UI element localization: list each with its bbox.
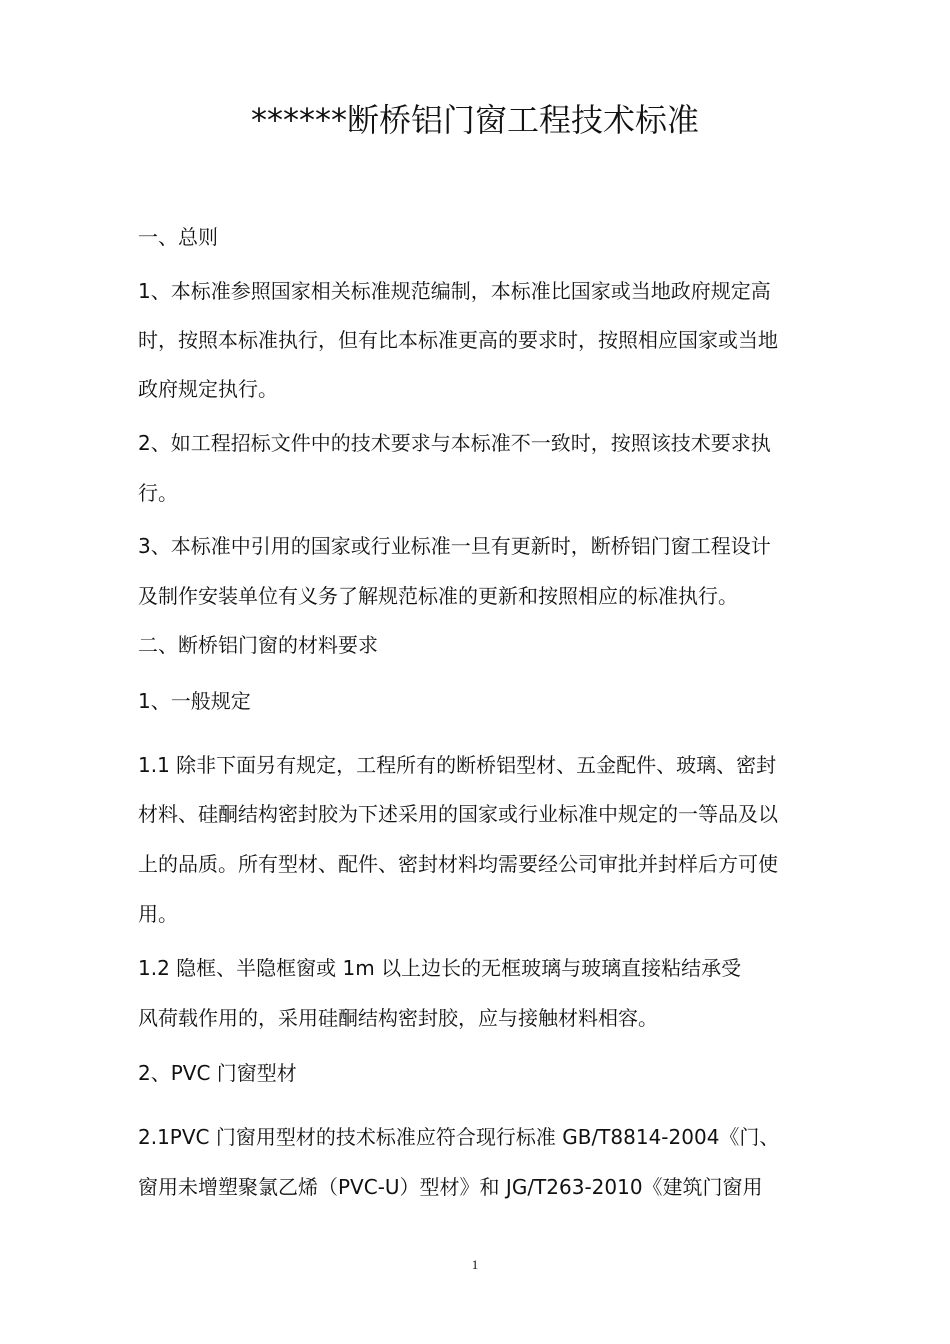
page-number: 1 — [471, 1257, 479, 1272]
paragraph-line: 时，按照本标准执行，但有比本标准更高的要求时，按照相应国家或当地 — [138, 328, 778, 352]
paragraph-line: 风荷载作用的，采用硅酮结构密封胶，应与接触材料相容。 — [138, 1006, 658, 1030]
document-title: ******断桥铝门窗工程技术标准 — [250, 101, 699, 139]
paragraph-line: 1.1 除非下面另有规定，工程所有的断桥铝型材、五金配件、玻璃、密封 — [138, 753, 777, 777]
paragraph-line: 窗用未增塑聚氯乙烯（PVC-U）型材》和 JG/T263-2010《建筑门窗用 — [138, 1175, 763, 1199]
section-heading-general: 一、总则 — [138, 225, 218, 249]
paragraph-line: 1.2 隐框、半隐框窗或 1m 以上边长的无框玻璃与玻璃直接粘结承受 — [138, 956, 742, 980]
paragraph-line: 政府规定执行。 — [138, 377, 278, 401]
subsection-heading: 1、一般规定 — [138, 689, 251, 713]
paragraph-line: 上的品质。所有型材、配件、密封材料均需要经公司审批并封样后方可使 — [138, 852, 778, 876]
paragraph-line: 用。 — [138, 902, 178, 926]
subsection-heading: 2、PVC 门窗型材 — [138, 1061, 297, 1085]
paragraph-line: 2、如工程招标文件中的技术要求与本标准不一致时，按照该技术要求执 — [138, 431, 771, 455]
paragraph-line: 行。 — [138, 481, 178, 505]
paragraph-line: 3、本标准中引用的国家或行业标准一旦有更新时，断桥铝门窗工程设计 — [138, 534, 771, 558]
paragraph-line: 及制作安装单位有义务了解规范标准的更新和按照相应的标准执行。 — [138, 584, 738, 608]
paragraph-line: 1、本标准参照国家相关标准规范编制，本标准比国家或当地政府规定高 — [138, 279, 771, 303]
paragraph-line: 材料、硅酮结构密封胶为下述采用的国家或行业标准中规定的一等品及以 — [138, 802, 778, 826]
section-heading-materials: 二、断桥铝门窗的材料要求 — [138, 633, 378, 657]
paragraph-line: 2.1PVC 门窗用型材的技术标准应符合现行标准 GB/T8814-2004《门、 — [138, 1125, 780, 1149]
